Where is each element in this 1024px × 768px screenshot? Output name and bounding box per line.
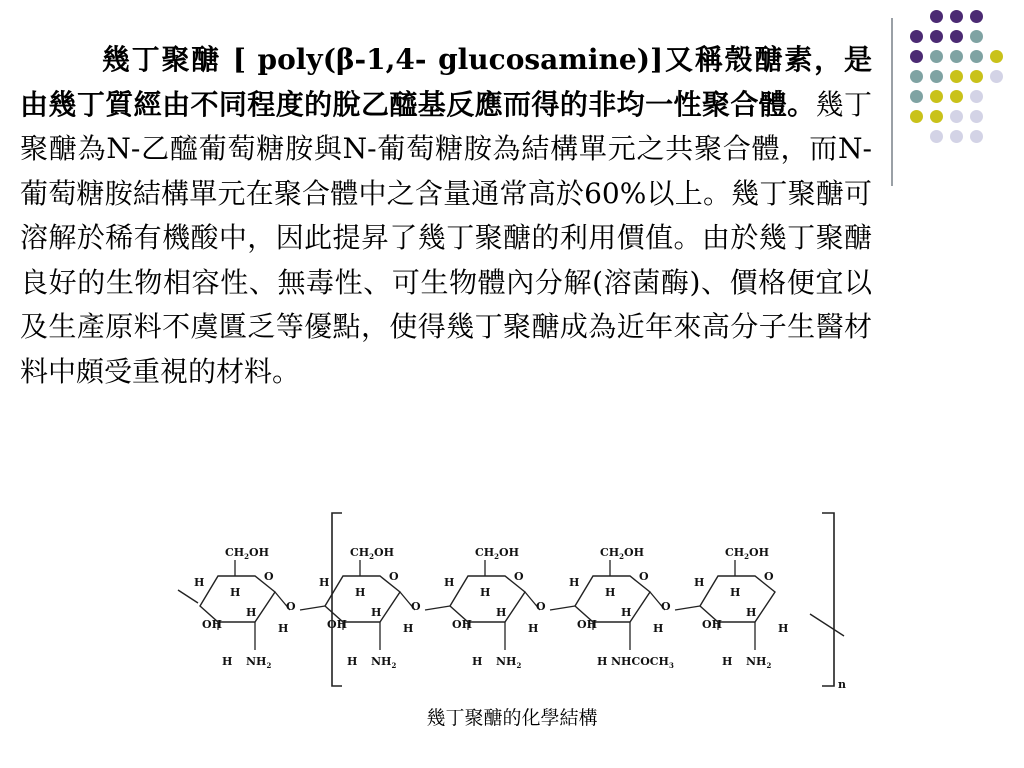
decorative-dot bbox=[990, 50, 1003, 63]
hydrogen-label: H bbox=[621, 606, 632, 619]
hydrogen-label: H bbox=[403, 622, 414, 635]
glycosidic-oxygen-label: O bbox=[661, 600, 671, 613]
decorative-dot bbox=[930, 110, 943, 123]
decorative-dot bbox=[970, 130, 983, 143]
amine-label: $NH_2$ bbox=[371, 655, 397, 670]
decorative-dot bbox=[970, 110, 983, 123]
glycosidic-bond bbox=[675, 606, 700, 610]
decorative-dot bbox=[950, 30, 963, 43]
ring-oxygen-label: O bbox=[639, 570, 649, 583]
decorative-dot bbox=[950, 50, 963, 63]
amine-label: $NH_2$ bbox=[246, 655, 272, 670]
hydrogen-label: H bbox=[778, 622, 789, 635]
glycosidic-oxygen-label: O bbox=[411, 600, 421, 613]
ch2oh-label: $CH_2OH$ bbox=[225, 546, 270, 561]
decorative-dot bbox=[930, 30, 943, 43]
chitosan-structure-diagram bbox=[170, 510, 860, 695]
hydrogen-label: H bbox=[246, 606, 257, 619]
ring-oxygen-label: O bbox=[514, 570, 524, 583]
hydrogen-label: H bbox=[278, 622, 289, 635]
decorative-dot bbox=[950, 90, 963, 103]
hydrogen-label: H bbox=[222, 655, 233, 668]
glycosidic-bond bbox=[425, 606, 450, 610]
decorative-dot bbox=[930, 130, 943, 143]
glycosidic-oxygen-label: O bbox=[286, 600, 296, 613]
hydrogen-label: H bbox=[371, 606, 382, 619]
hydrogen-label: H bbox=[347, 655, 358, 668]
decorative-dot bbox=[930, 90, 943, 103]
decorative-dot bbox=[950, 70, 963, 83]
decorative-dot bbox=[910, 90, 923, 103]
hydrogen-label: H bbox=[694, 576, 705, 589]
decorative-dot bbox=[970, 10, 983, 23]
ring-oxygen-label: O bbox=[389, 570, 399, 583]
hydrogen-label: H bbox=[569, 576, 580, 589]
decorative-dot bbox=[970, 30, 983, 43]
hydroxyl-label: OH bbox=[452, 618, 472, 631]
hydrogen-label: H bbox=[653, 622, 664, 635]
glycosidic-oxygen-label: O bbox=[536, 600, 546, 613]
decorative-dot bbox=[910, 50, 923, 63]
amine-label: $NH_2$ bbox=[496, 655, 522, 670]
hydrogen-label: H bbox=[730, 586, 741, 599]
hydrogen-label: H bbox=[194, 576, 205, 589]
paragraph-body-text: 幾丁聚醣為N-乙醯葡萄糖胺與N-葡萄糖胺為結構單元之共聚合體，而N-葡萄糖胺結構單元在聚合體中之含量通常高於60%以上。幾丁聚醣可溶解於稀有機酸中，因此提昇了幾丁聚醣的利用價值。由於幾丁聚醣良好的生物相容性、無毒性、可生物體內分解(溶菌酶)、價格便宜以及生產原料不虞匱乏等優點，使得幾丁聚醣成為近年來高分子生醫材料中頗受重視的材料。 bbox=[20, 87, 872, 388]
hydrogen-label: H bbox=[605, 586, 616, 599]
decorative-dot bbox=[930, 10, 943, 23]
glycosidic-bond bbox=[300, 606, 325, 610]
hydrogen-label: H bbox=[472, 655, 483, 668]
ch2oh-label: $CH_2OH$ bbox=[725, 546, 770, 561]
decorative-dot bbox=[910, 110, 923, 123]
hydrogen-label: H bbox=[319, 576, 330, 589]
decorative-dot-grid bbox=[900, 10, 1010, 170]
decorative-dot bbox=[950, 130, 963, 143]
ch2oh-label: $CH_2OH$ bbox=[600, 546, 645, 561]
hydrogen-label: H bbox=[230, 586, 241, 599]
ring-oxygen-label: O bbox=[264, 570, 274, 583]
paragraph-lead-term: 幾丁聚醣 bbox=[100, 43, 222, 76]
left-bracket bbox=[332, 513, 342, 686]
decorative-dot bbox=[910, 30, 923, 43]
ring-oxygen-label: O bbox=[764, 570, 774, 583]
diagram-caption: 幾丁聚醣的化學結構 bbox=[426, 707, 598, 729]
accent-divider-line bbox=[891, 18, 893, 186]
glycosidic-bond bbox=[550, 606, 575, 610]
hydroxyl-label: OH bbox=[202, 618, 222, 631]
decorative-dot bbox=[950, 110, 963, 123]
hydroxyl-label: OH bbox=[327, 618, 347, 631]
hydroxyl-label: OH bbox=[577, 618, 597, 631]
ch2oh-label: $CH_2OH$ bbox=[350, 546, 395, 561]
decorative-dot bbox=[930, 50, 943, 63]
hydroxyl-label: OH bbox=[702, 618, 722, 631]
terminal-bond-left bbox=[178, 590, 198, 603]
decorative-dot bbox=[970, 90, 983, 103]
right-bracket bbox=[822, 513, 834, 686]
terminal-bond-right bbox=[810, 614, 844, 636]
decorative-dot bbox=[990, 70, 1003, 83]
hydrogen-label: H bbox=[444, 576, 455, 589]
acetamido-label: $NHCOCH_3$ bbox=[611, 655, 674, 670]
decorative-dot bbox=[950, 10, 963, 23]
body-paragraph bbox=[20, 38, 872, 394]
hydrogen-label: H bbox=[746, 606, 757, 619]
repeat-unit-n: n bbox=[838, 678, 846, 691]
paragraph-bold-definition: [ poly(β-1,4- glucosamine)]又稱殼醣素，是由幾丁質經由不同程度的脫乙醯基反應而得的非均一性聚合體。 bbox=[20, 43, 872, 121]
ch2oh-label: $CH_2OH$ bbox=[475, 546, 520, 561]
amine-label: $NH_2$ bbox=[746, 655, 772, 670]
hydrogen-label: H bbox=[480, 586, 491, 599]
decorative-dot bbox=[970, 50, 983, 63]
decorative-dot bbox=[930, 70, 943, 83]
hydrogen-label: H bbox=[496, 606, 507, 619]
hydrogen-label: H bbox=[528, 622, 539, 635]
hydrogen-label: H bbox=[722, 655, 733, 668]
hydrogen-label: H bbox=[355, 586, 366, 599]
decorative-dot bbox=[910, 70, 923, 83]
hydrogen-label: H bbox=[597, 655, 608, 668]
decorative-dot bbox=[970, 70, 983, 83]
